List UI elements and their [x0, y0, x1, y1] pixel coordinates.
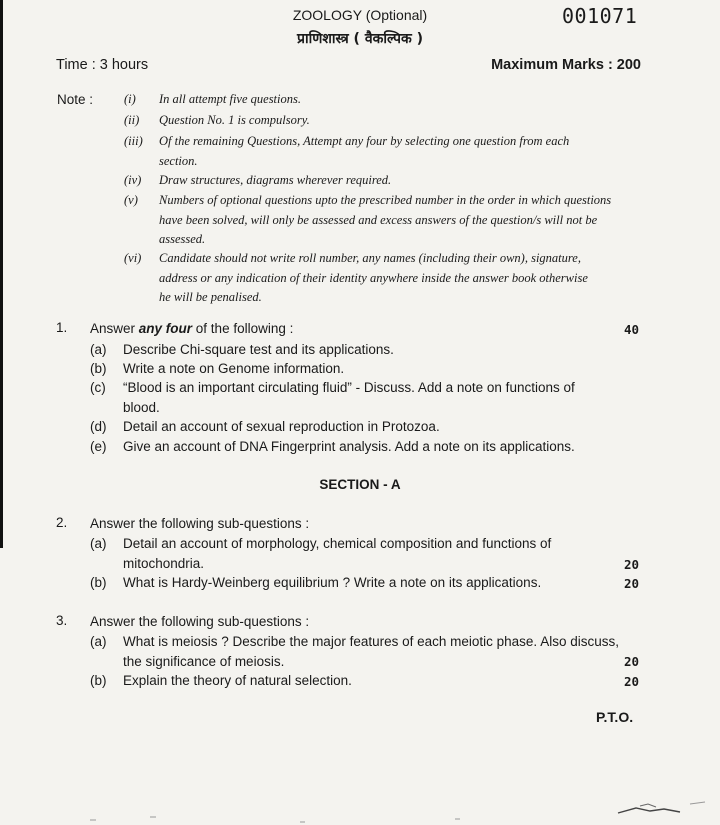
note-item-number: (i)	[124, 92, 136, 106]
part-line: “Blood is an important circulating fluid” - Discuss. Add a note on functions of	[123, 380, 575, 395]
part-label: (a)	[90, 342, 107, 357]
part-marks: 20	[624, 674, 640, 689]
part-label: (c)	[90, 380, 106, 395]
scan-margin-edge	[0, 0, 3, 548]
note-label: Note :	[57, 92, 94, 107]
part-line: mitochondria.	[123, 555, 205, 571]
note-line: In all attempt five questions.	[159, 92, 301, 106]
part-label: (d)	[90, 419, 107, 434]
question-marks: 40	[624, 322, 640, 337]
note-item-number: (iii)	[124, 134, 143, 148]
part-label: (b)	[90, 575, 107, 590]
note-line: Candidate should not write roll number, any names (including their own), signature,	[159, 251, 581, 265]
note-item-number: (ii)	[124, 113, 140, 127]
question-stem: Answer the following sub-questions :	[90, 614, 310, 629]
part-label: (b)	[90, 673, 107, 688]
question-stem	[90, 319, 293, 339]
note-item-text	[159, 249, 641, 308]
part-text: Explain the theory of natural selection.	[123, 673, 352, 688]
exam-title-hindi: प्राणिशास्त्र ( वैकल्पिक )	[297, 31, 423, 47]
note-item-number: (iv)	[124, 173, 142, 187]
please-turn-over: P.T.O.	[596, 709, 634, 725]
part-text	[123, 632, 619, 671]
note-line: assessed.	[159, 232, 206, 246]
part-line: blood.	[123, 399, 160, 415]
part-text: Write a note on Genome information.	[123, 361, 345, 376]
note-item-text	[159, 132, 641, 171]
part-line: the significance of meiosis.	[123, 653, 285, 669]
part-label: (a)	[90, 634, 107, 649]
time-allowed: Time : 3 hours	[56, 57, 149, 73]
note-line: Of the remaining Questions, Attempt any four by selecting one question from each	[159, 134, 570, 148]
note-line: address or any indication of their identity anywhere inside the answer book otherwise	[159, 270, 588, 285]
part-label: (b)	[90, 361, 107, 376]
note-item-text	[159, 191, 641, 250]
part-text	[123, 534, 605, 573]
stem-text: of the following :	[192, 321, 294, 336]
part-text: Give an account of DNA Fingerprint analysis. Add a note on its applications.	[123, 439, 575, 454]
part-text: What is Hardy-Weinberg equilibrium ? Write a note on its applications.	[123, 575, 542, 590]
maximum-marks: Maximum Marks : 200	[491, 57, 641, 73]
section-heading: SECTION - A	[319, 477, 401, 492]
exam-title: ZOOLOGY (Optional)	[292, 7, 428, 23]
part-marks: 20	[624, 654, 640, 669]
question-number: 3.	[56, 613, 68, 628]
part-text: Describe Chi-square test and its applications.	[123, 342, 394, 357]
note-line: Draw structures, diagrams wherever required.	[159, 173, 392, 187]
part-marks: 20	[624, 557, 640, 572]
part-text: Detail an account of sexual reproduction in Protozoa.	[123, 419, 440, 434]
part-text	[123, 378, 575, 417]
note-line: section.	[159, 153, 198, 168]
question-stem: Answer the following sub-questions :	[90, 516, 310, 531]
paper-code: 001071	[562, 4, 638, 28]
scan-bottom-smudge	[0, 792, 720, 825]
note-line: Numbers of optional questions upto the prescribed number in the order in which questions	[159, 193, 612, 207]
note-line: have been solved, will only be assessed and excess answers of the question/s will not be	[159, 212, 598, 227]
part-label: (a)	[90, 536, 107, 551]
note-item-number: (vi)	[124, 251, 142, 265]
stem-text: Answer	[90, 321, 139, 336]
part-line: Detail an account of morphology, chemical composition and functions of	[123, 536, 552, 551]
note-line: he will be penalised.	[159, 290, 262, 304]
question-number: 1.	[56, 320, 68, 335]
note-item-text	[159, 171, 641, 191]
part-label: (e)	[90, 439, 107, 454]
question-number: 2.	[56, 515, 68, 530]
part-line: What is meiosis ? Describe the major features of each meiotic phase. Also discuss,	[123, 634, 619, 649]
stem-emphasis: any four	[138, 321, 193, 336]
note-item-text	[159, 90, 641, 110]
part-marks: 20	[624, 576, 640, 591]
note-line: Question No. 1 is compulsory.	[159, 113, 310, 127]
note-item-number: (v)	[124, 193, 138, 207]
note-item-text	[159, 111, 641, 131]
